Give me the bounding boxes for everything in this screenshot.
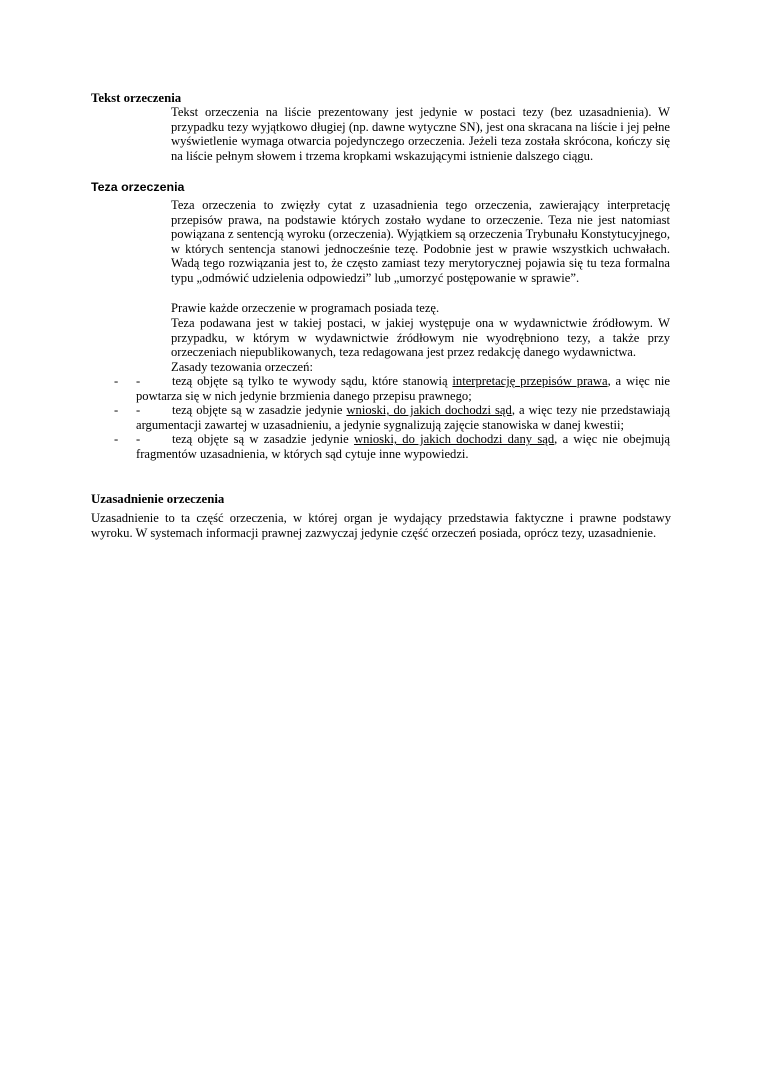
list-item-text-after: , a więc nie obejmują fragmentów uzasadnienia, w których sąd cytuje inne wypowiedzi.: [136, 432, 670, 461]
list-item-underlined-phrase: wnioski, do jakich dochodzi dany sąd: [353, 432, 555, 447]
section-heading-teza-orzeczenia: Teza orzeczenia: [91, 180, 185, 194]
paragraph-teza-definition: Teza orzeczenia to zwięzły cytat z uzasadnienia tego orzeczenia, zawierający interpretację przepisów prawa, na podstawie których zostało wydane to orzeczenie. Teza nie jest natomiast powiązana z sentencją wyroku (orzeczenia). Wyjątkiem są orzeczenia Trybunału Konstytucyjnego, w których sentencja stanowi jednocześnie tezę. Podobnie jest w prawie wszystkich uchwałach. Wadą tego rozwiązania jest to, że często zamiast tezy merytorycznej pojawia się tu teza formalna typu „odmówić udzielenia odpowiedzi” lub „umorzyć postępowanie w sprawie”.: [171, 198, 670, 285]
list-item: [114, 374, 670, 403]
list-bullet-dash: -: [136, 432, 141, 447]
list-item-underlined-phrase: wnioski, do jakich dochodzi sąd: [346, 403, 512, 418]
section-heading-tekst-orzeczenia: Tekst orzeczenia: [91, 91, 182, 105]
list-item-text-before: tezą objęte są w zasadzie jedynie: [172, 432, 354, 447]
list-item-text-after: , a więc tezy nie przedstawiają argumentacji zawartej w uzasadnieniu, a jedynie sygnalizują zajęcie stanowiska w danej kwestii;: [136, 403, 670, 432]
list-item-underlined-phrase: interpretację przepisów prawa: [452, 374, 608, 388]
paragraph-uzasadnienie: Uzasadnienie to ta część orzeczenia, w której organ je wydający przedstawia faktyczne i prawne podstawy wyroku. W systemach informacji prawnej zazwyczaj jedynie część orzeczeń posiada, oprócz tezy, uzasadnienie.: [91, 511, 671, 540]
list-item: [114, 432, 670, 461]
list-item-text-before: tezą objęte są w zasadzie jedynie: [172, 403, 347, 418]
list-dash: -: [114, 374, 119, 388]
section-heading-uzasadnienie-orzeczenia: Uzasadnienie orzeczenia: [91, 492, 225, 506]
list-item-text-after: , a więc nie powtarza się w nich jedynie brzmienia danego przepisu prawnego;: [136, 374, 671, 403]
list-dash: -: [114, 403, 119, 418]
paragraph-rules-intro: Zasady tezowania orzeczeń:: [171, 360, 313, 374]
paragraph-teza-form: Teza podawana jest w takiej postaci, w jakiej występuje ona w wydawnictwie źródłowym. W przypadku, w którym w wydawnictwie źródłowym nie wyodrębniono tezy, a także przy orzeczeniach niepublikowanych, teza redagowana jest przez redakcję danego wydawnictwa.: [171, 316, 670, 360]
list-bullet-dash: -: [136, 403, 141, 418]
list-dash: -: [114, 432, 119, 447]
rules-list: [114, 374, 670, 462]
paragraph-tekst-orzeczenia: Tekst orzeczenia na liście prezentowany jest jedynie w postaci tezy (bez uzasadnienia). W przypadku tezy wyjątkowo długiej (np. dawne wytyczne SN), jest ona skracana na liście i jej pełne wyświetlenie wymaga otwarcia pojedynczego orzeczenia. Jeżeli teza została skrócona, kończy się na liście pełnym słowem i trzema kropkami wskazującymi istnienie dalszego ciągu.: [171, 105, 670, 163]
paragraph-teza-prevalence: Prawie każde orzeczenie w programach posiada tezę.: [171, 301, 440, 315]
list-item-text-before: tezą objęte są tylko te wywody sądu, które stanowią: [172, 374, 453, 388]
list-bullet-dash: -: [136, 374, 141, 388]
list-item: [114, 403, 670, 432]
